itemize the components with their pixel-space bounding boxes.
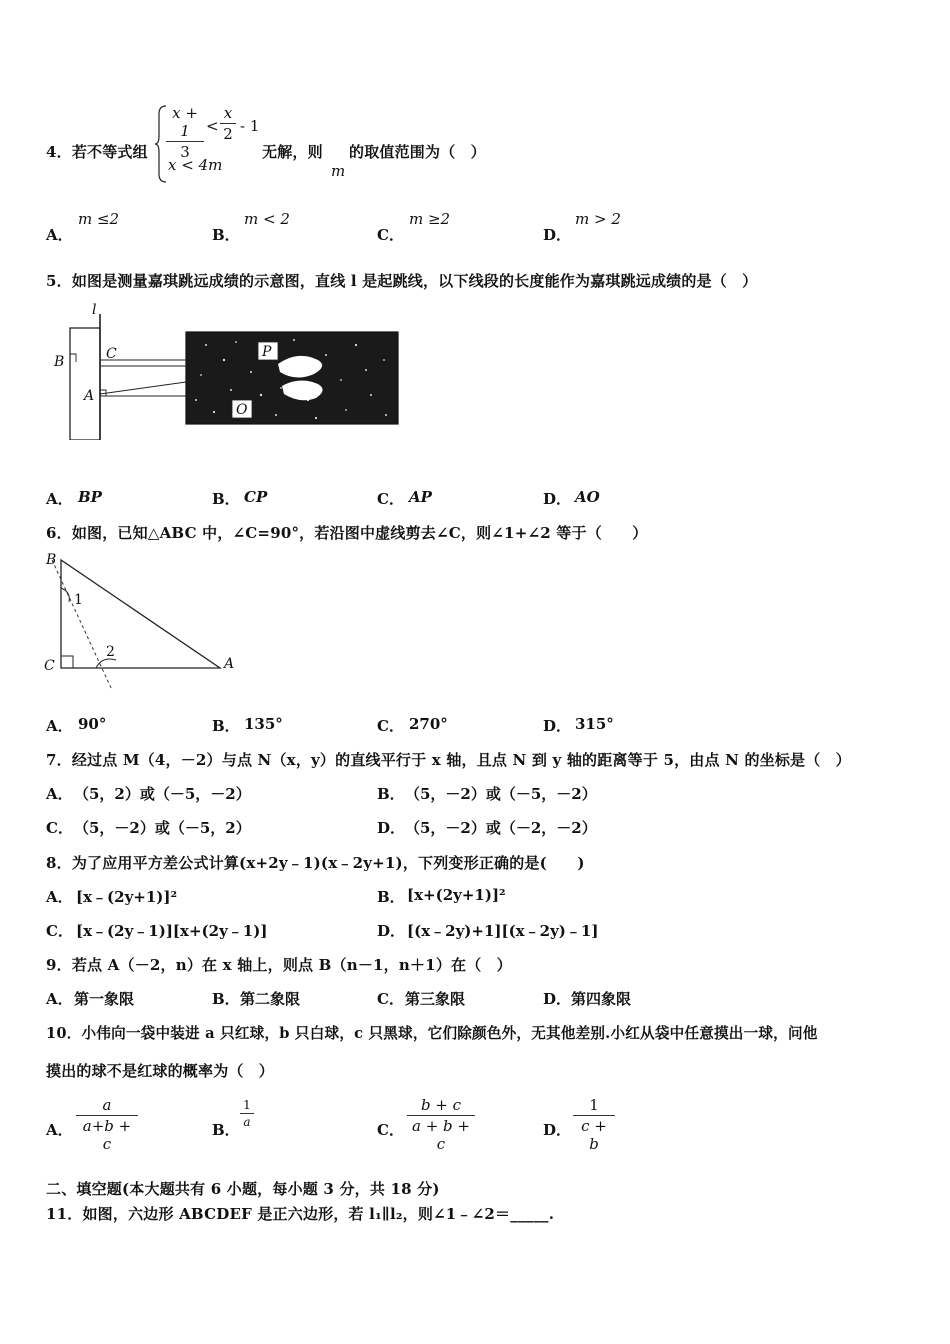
q6-text: 6．如图，已知△ABC 中，∠C=90°，若沿图中虚线剪去∠C，则∠1+∠2 等于（ ）	[46, 524, 648, 542]
q8-option-d-label: D．	[377, 922, 406, 940]
q4-var-m: m	[331, 162, 346, 180]
q9-option-c-value[interactable]: 第三象限	[405, 990, 466, 1008]
q6-option-b-value[interactable]: 135°	[244, 715, 283, 733]
q7-text: 7．经过点 M（4，－2）与点 N（x，y）的直线平行于 x 轴，且点 N 到 y 轴的距离等于 5，由点 N 的坐标是（ ）	[46, 751, 851, 769]
q5-option-a-value[interactable]: BP	[78, 488, 102, 506]
q4-option-c-label: C．	[377, 226, 404, 244]
fig-label-a: A	[224, 656, 235, 672]
q8-option-b-value[interactable]: [x+(2y+1)]²	[407, 886, 506, 904]
fig-label-b: B	[46, 552, 57, 568]
fig-label-a: A	[84, 388, 95, 404]
q4-minus-one: - 1	[240, 117, 260, 135]
q6-option-c-label: C．	[377, 717, 404, 735]
q10-option-b-fraction[interactable]: 1 a	[240, 1098, 254, 1129]
fig-label-angle-2: 2	[106, 644, 115, 660]
q7-option-b-label: B．	[377, 785, 405, 803]
q6-option-a-label: A．	[46, 717, 73, 735]
q4-prefix: 4．若不等式组	[46, 143, 148, 161]
q4-fraction-2: x 2	[220, 104, 236, 143]
q4-inequality-2: x < 4m	[168, 156, 223, 174]
q9-text: 9．若点 A（－2，n）在 x 轴上，则点 B（n－1，n＋1）在（ ）	[46, 956, 512, 974]
q6-option-c-value[interactable]: 270°	[409, 715, 448, 733]
q10-option-b-label: B．	[212, 1121, 240, 1139]
q7-option-a-label: A．	[46, 785, 73, 803]
q8-option-a-label: A．	[46, 888, 73, 906]
q7-option-c-value[interactable]: （5，－2）或（－5，2）	[74, 819, 251, 837]
q4-suffix-1: 无解，则	[262, 143, 323, 161]
q7-option-d-value[interactable]: （5，－2）或（－2，－2）	[405, 819, 597, 837]
q4-option-c-value[interactable]: m ≥2	[409, 210, 451, 228]
q4-fraction-1: x + 1 3	[166, 104, 204, 161]
q9-option-c-label: C．	[377, 990, 404, 1008]
q7-option-b-value[interactable]: （5，－2）或（－5，－2）	[405, 785, 597, 803]
fig-label-o: O	[236, 402, 248, 418]
q4-option-d-value[interactable]: m > 2	[575, 210, 621, 228]
q8-option-c-value[interactable]: [x﹣(2y﹣1)][x+(2y﹣1)]	[76, 922, 268, 940]
section-2-heading: 二、填空题(本大题共有 6 小题，每小题 3 分，共 18 分)	[46, 1180, 440, 1198]
q9-option-a-value[interactable]: 第一象限	[74, 990, 135, 1008]
q6-option-d-value[interactable]: 315°	[575, 715, 614, 733]
q5-option-d-label: D．	[543, 490, 572, 508]
q5-option-c-value[interactable]: AP	[409, 488, 432, 506]
q10-option-c-label: C．	[377, 1121, 404, 1139]
q4-option-b-label: B．	[212, 226, 240, 244]
q8-option-c-label: C．	[46, 922, 73, 940]
q4-option-b-value[interactable]: m < 2	[244, 210, 290, 228]
q10-option-d-fraction[interactable]: 1 c + b	[573, 1096, 615, 1153]
q5-option-b-label: B．	[212, 490, 240, 508]
q4-option-d-label: D．	[543, 226, 572, 244]
q10-text-line-2: 摸出的球不是红球的概率为（ ）	[46, 1062, 275, 1080]
q10-text-line-1: 10．小伟向一袋中装进 a 只红球，b 只白球，c 只黑球，它们除颜色外，无其他差别.小红从袋中任意摸出一球，问他	[46, 1025, 818, 1042]
q10-option-c-fraction[interactable]: b + c a + b + c	[407, 1096, 475, 1153]
q6-option-b-label: B．	[212, 717, 240, 735]
fig-label-b: B	[54, 354, 65, 370]
q8-option-a-value[interactable]: [x﹣(2y+1)]²	[76, 888, 178, 906]
q9-option-d-value[interactable]: 第四象限	[571, 990, 632, 1008]
fig-label-c: C	[106, 346, 117, 362]
q9-option-b-value[interactable]: 第二象限	[240, 990, 301, 1008]
q5-option-d-value[interactable]: AO	[575, 488, 600, 506]
q6-option-d-label: D．	[543, 717, 572, 735]
q5-option-c-label: C．	[377, 490, 404, 508]
fig-label-p: P	[262, 344, 272, 360]
q5-long-jump-figure	[46, 300, 406, 440]
q8-option-d-value[interactable]: [(x﹣2y)+1][(x﹣2y)﹣1]	[407, 922, 599, 940]
q6-option-a-value[interactable]: 90°	[78, 715, 107, 733]
q5-option-b-value[interactable]: CP	[244, 488, 268, 506]
q4-option-a-value[interactable]: m ≤2	[78, 210, 120, 228]
q10-option-a-label: A．	[46, 1121, 73, 1139]
q7-option-a-value[interactable]: （5，2）或（－5，－2）	[74, 785, 251, 803]
q7-option-c-label: C．	[46, 819, 73, 837]
q9-option-b-label: B．	[212, 990, 240, 1008]
q6-triangle-figure	[40, 552, 240, 692]
q10-option-a-fraction[interactable]: a a+b + c	[76, 1096, 138, 1153]
q4-suffix-2: 的取值范围为（ ）	[349, 143, 486, 161]
q5-text: 5．如图是测量嘉琪跳远成绩的示意图，直线 l 是起跳线，以下线段的长度能作为嘉琪跳远成绩的是（ ）	[46, 272, 758, 290]
q9-option-a-label: A．	[46, 990, 73, 1008]
q11-text: 11．如图，六边形 ABCDEF 是正六边形，若 l₁∥l₂，则∠1﹣∠2＝_____.	[46, 1205, 555, 1223]
q8-text: 8．为了应用平方差公式计算(x+2y﹣1)(x﹣2y+1)，下列变形正确的是( )	[46, 854, 585, 872]
q7-option-d-label: D．	[377, 819, 406, 837]
fig-label-c: C	[44, 658, 55, 674]
q4-option-a-label: A．	[46, 226, 73, 244]
fig-label-l: l	[92, 302, 97, 318]
q5-option-a-label: A．	[46, 490, 73, 508]
q4-less-than: <	[206, 117, 219, 135]
q8-option-b-label: B．	[377, 888, 405, 906]
q10-option-d-label: D．	[543, 1121, 572, 1139]
q9-option-d-label: D．	[543, 990, 572, 1008]
fig-label-angle-1: 1	[74, 592, 83, 608]
